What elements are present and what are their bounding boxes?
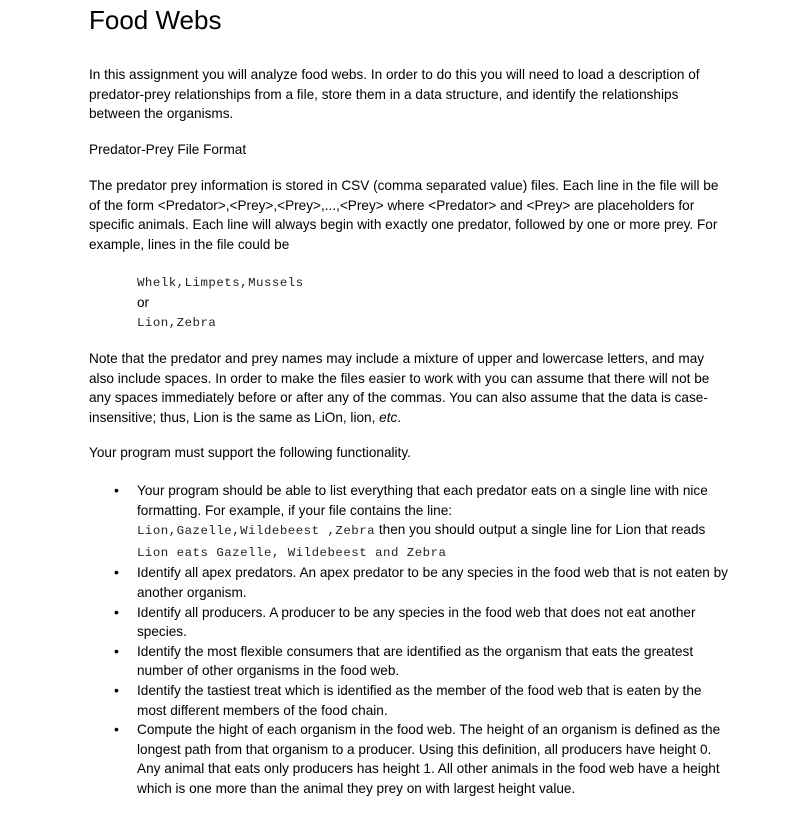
page-title: Food Webs	[89, 5, 222, 35]
list-item: • Identify the most flexible consumers that are identified as the organism that eats the greatest number of other organisms in the food web.	[89, 642, 729, 681]
note-etc: etc	[379, 409, 398, 425]
intro-paragraph: In this assignment you will analyze food webs. In order to do this you will need to load a description of predator-prey relationships from a file, store them in a data structure, and identify the relationships between the organisms.	[89, 67, 700, 122]
list-item: • Compute the hight of each organism in the food web. The height of an organism is defined as the longest path from that organism to a producer. Using this definition, all producers have height 0. Any animal that eats only producers has height 1. All other animals in the food web have a height which is one more than the animal they prey on with largest height value.	[89, 720, 729, 798]
note-period: .	[397, 409, 402, 425]
example-line-whelk: Whelk,Limpets,Mussels	[137, 276, 304, 290]
note-paragraph	[89, 349, 719, 427]
bullet-list-code-line: Lion,Gazelle,Wildebeest ,Zebra	[137, 524, 376, 539]
bullet-list-code-output: Lion eats Gazelle, Wildebeest and Zebra	[137, 545, 447, 560]
example-block	[137, 273, 304, 333]
list-item: • Identify all producers. A producer to be any species in the food web that does not eat another species.	[89, 603, 729, 642]
list-item: • Identify all apex predators. An apex predator to be any species in the food web that is not eaten by another organism.	[89, 563, 729, 602]
example-line-lion: Lion,Zebra	[137, 316, 217, 330]
bullet-list-text: Your program should be able to list everything that each predator eats on a single line with nice formatting. For example, if your file contains the line:	[137, 483, 708, 518]
note-text: Note that the predator and prey names may include a mixture of upper and lowercase letters, and may also include spaces. In order to make the files easier to work with you can assume that there will not be any spaces immediately before or after any of the commas. You can also assume that the data is case-insensitive; thus, Lion is the same as LiOn, lion,	[89, 351, 710, 425]
support-paragraph: Your program must support the following functionality.	[89, 445, 411, 460]
bullet-list-mid: then you should output a single line for Lion that reads	[375, 522, 706, 538]
example-or: or	[137, 295, 150, 310]
list-item: • Identify the tastiest treat which is identified as the member of the food web that is eaten by the most different members of the food chain.	[89, 681, 729, 720]
functionality-list	[89, 481, 729, 799]
list-item	[89, 481, 729, 563]
section-heading: Predator-Prey File Format	[89, 142, 247, 157]
format-paragraph: The predator prey information is stored in CSV (comma separated value) files. Each line in the file will be of the form <Predator>,<Prey>,<Prey>,...,<Prey> where <Predator> and <Prey> are placeholders for specific animals. Each line will always begin with exactly one predator, followed by one or more prey. For example, lines in the file could be	[89, 178, 719, 252]
